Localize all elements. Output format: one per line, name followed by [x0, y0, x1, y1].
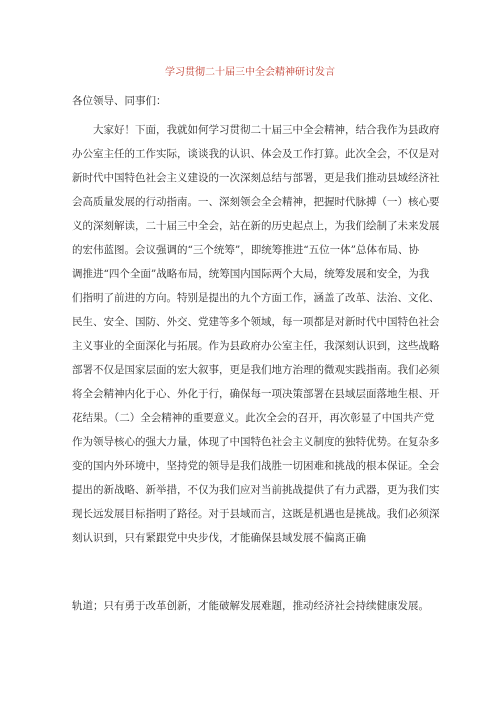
body-line: 新时代中国特色社会主义建设的一次深刻总结与部署，更是我们推动县域经济社 [72, 172, 440, 184]
body-line: 义的深刻解读，二十届三中全会，站在新的历史起点上，为我们绘制了未来发展 [72, 220, 440, 232]
body-paragraph [72, 118, 442, 550]
body-line: 民生、安全、国防、外交、党建等多个领域，每一项都是对新时代中国特色社会 [72, 316, 440, 328]
body-line: 们指明了前进的方向。特别是提出的九个方面工作，涵盖了改革、法治、文化、 [72, 292, 440, 304]
body-line: 变的国内外环境中，坚持党的领导是我们战胜一切困难和挑战的根本保证。全会 [72, 460, 440, 472]
body-line: 刻认识到，只有紧跟党中央步伐，才能确保县域发展不偏离正确 [72, 532, 366, 544]
continuation-line: 轨道；只有勇于改革创新，才能破解发展难题，推动经济社会持续健康发展。 [72, 600, 429, 612]
body-line: 的宏伟蓝图。会议强调的“三个统筹”，即统筹推进“五位一体”总体布局、协 [72, 244, 419, 256]
body-line: 大家好！下面，我就如何学习贯彻二十届三中全会精神，结合我作为县政府 [93, 124, 440, 136]
body-line: 提出的新战略、新举措，不仅为我们应对当前挑战提供了有力武器，更为我们实 [72, 484, 440, 496]
body-line: 作为领导核心的强大力量，体现了中国特色社会主义制度的独特优势。在复杂多 [72, 436, 440, 448]
body-line: 会高质量发展的行动指南。一、深刻领会全会精神，把握时代脉搏（一）核心要 [72, 196, 440, 208]
body-line: 主义事业的全面深化与拓展。作为县政府办公室主任，我深刻认识到，这些战略 [72, 340, 440, 352]
body-line: 将全会精神内化于心、外化于行，确保每一项决策部署在县域层面落地生根、开 [72, 388, 440, 400]
body-line: 花结果。（二）全会精神的重要意义。此次全会的召开，再次彰显了中国共产党 [72, 412, 435, 424]
body-line: 现长远发展目标指明了路径。对于县域而言，这既是机遇也是挑战。我们必须深 [72, 508, 440, 520]
salutation: 各位领导、同事们： [72, 95, 167, 107]
body-line: 调推进“四个全面”战略布局，统筹国内国际两个大局，统筹发展和安全，为我 [72, 268, 430, 280]
body-line: 部署不仅是国家层面的宏大叙事，更是我们地方治理的微观实践指南。我们必须 [72, 364, 440, 376]
document-title: 学习贯彻二十届三中全会精神研讨发言 [165, 67, 335, 78]
body-line: 办公室主任的工作实际，谈谈我的认识、体会及工作打算。此次全会，不仅是对 [72, 148, 440, 160]
